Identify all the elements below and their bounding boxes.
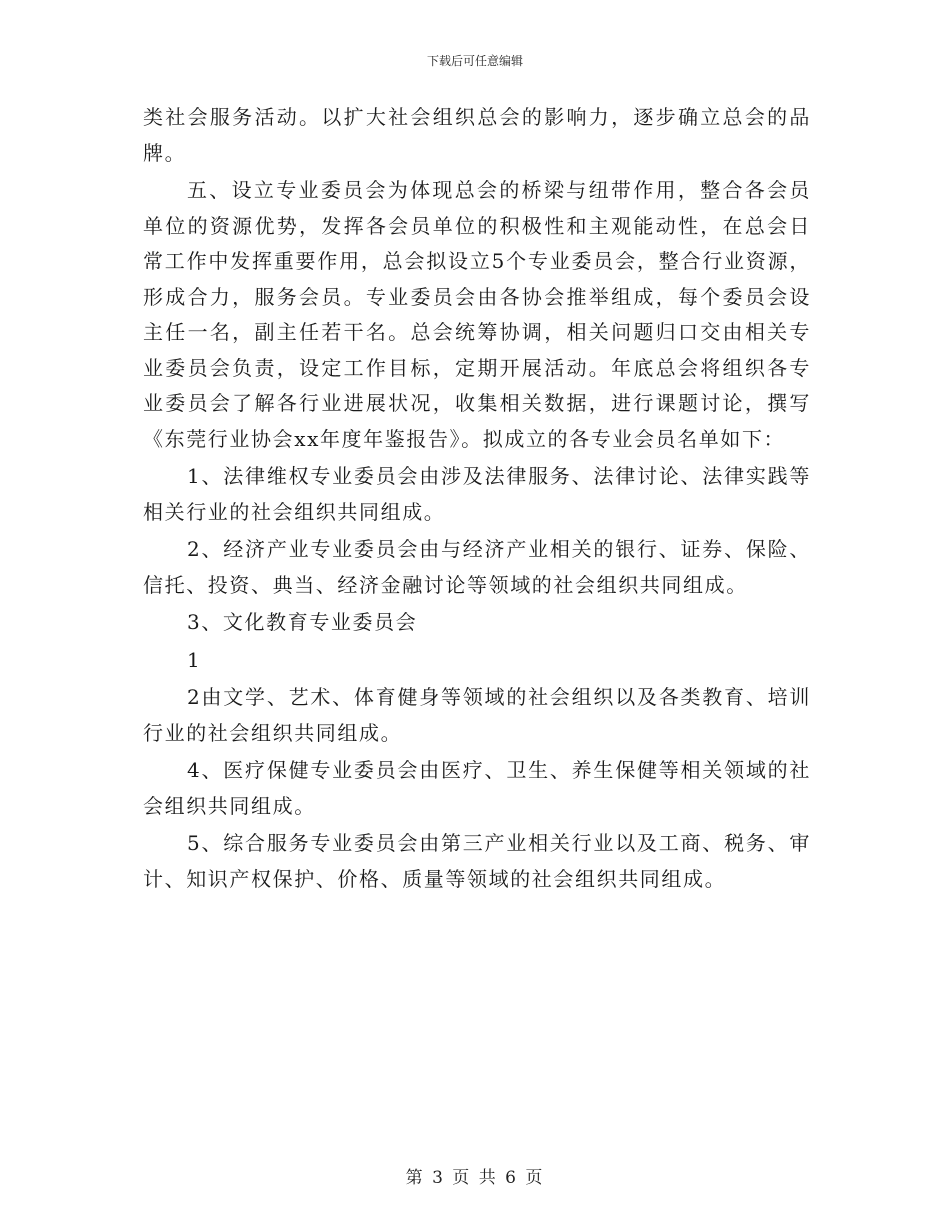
list-item-5: 5、综合服务专业委员会由第三产业相关行业以及工商、税务、审计、知识产权保护、价格、质量等领域的社会组织共同组成。 [143, 831, 811, 891]
list-item-3: 3、文化教育专业委员会 [187, 610, 418, 634]
list-item-1: 1、法律维权专业委员会由涉及法律服务、法律讨论、法律实践等相关行业的社会组织共同组成。 [143, 464, 811, 524]
page-header: 下载后可任意编辑 [426, 54, 523, 68]
paragraph-fragment-1: 1 [187, 647, 202, 672]
page-number: 第 3 页 共 6 页 [405, 1168, 545, 1188]
list-item-2: 2、经济产业专业委员会由与经济产业相关的银行、证券、保险、信托、投资、典当、经济金融讨论等领域的社会组织共同组成。 [143, 537, 811, 597]
paragraph-fragment-2: 2由文学、艺术、体育健身等领域的社会组织以及各类教育、培训行业的社会组织共同组成。 [143, 685, 811, 745]
list-item-4: 4、医疗保健专业委员会由医疗、卫生、养生保健等相关领域的社会组织共同组成。 [143, 758, 811, 818]
paragraph-1: 类社会服务活动。以扩大社会组织总会的影响力，逐步确立总会的品牌。 [143, 105, 811, 165]
paragraph-2: 五、设立专业委员会为体现总会的桥梁与纽带作用，整合各会员单位的资源优势，发挥各会员单位的积极性和主观能动性，在总会日常工作中发挥重要作用，总会拟设立5个专业委员会，整合行业资源，形成合力，服务会员。专业委员会由各协会推举组成，每个委员会设主任一名，副主任若干名。总会统筹协调，相关问题归口交由相关专业委员会负责，设定工作目标，定期开展活动。年底总会将组织各专业委员会了解各行业进展状况，收集相关数据，进行课题讨论，撰写《东莞行业协会xx年度年鉴报告》。拟成立的各专业会员名单如下： [143, 178, 811, 451]
document-body [143, 100, 811, 899]
